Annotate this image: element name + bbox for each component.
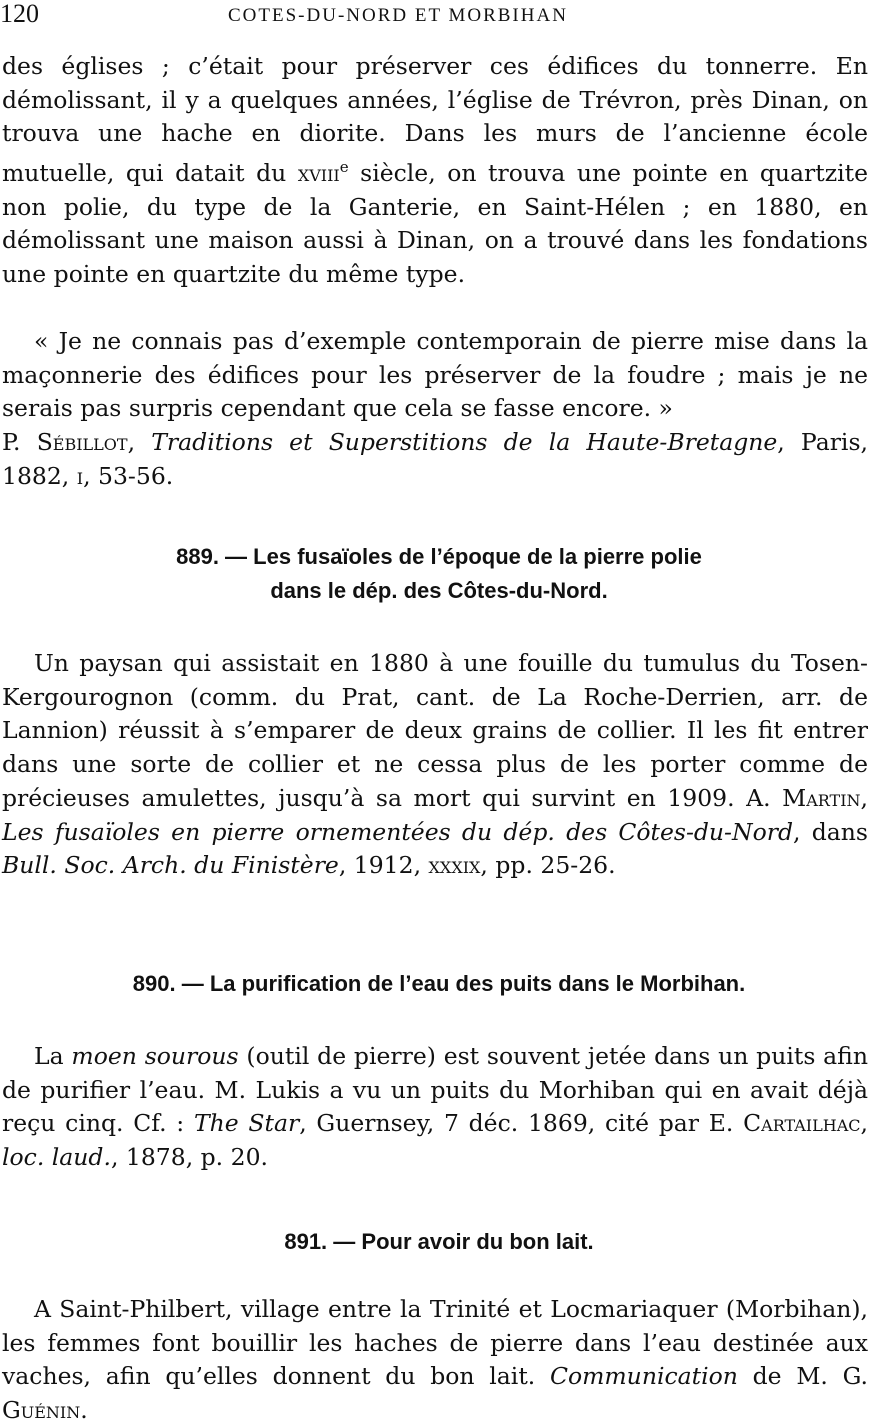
section-heading-890 — [0, 967, 878, 1001]
reference-volume: xxxix — [428, 851, 481, 880]
reference-author: Guénin — [2, 1396, 81, 1425]
reference-author: Martin — [782, 783, 861, 812]
heading-line — [0, 967, 878, 1001]
section-heading-889 — [0, 540, 878, 608]
text-run: , — [860, 783, 868, 812]
section-title: Pour avoir du bon lait. — [361, 1229, 594, 1254]
page-header — [0, 0, 878, 30]
reference-title: Les fusaïoles en pierre ornementées du dép. des Côtes-du-Nord — [2, 817, 793, 846]
reference-volume: i — [76, 461, 84, 490]
section-body-889 — [2, 647, 868, 883]
text-run: (outil de pierre) est souvent jetée dans un puits afin de purifier l’eau. M. Lukis a vu un puits du Morhiban qui en avait déjà reçu cinq. Cf. : — [2, 1042, 868, 1138]
section-title: La purification de l’eau des puits dans le Morbihan. — [209, 971, 746, 996]
text-run: . — [80, 1396, 88, 1425]
text-run: A Saint-Philbert, village entre la Trinité et Locmariaquer (Morbihan), les femmes font bouillir les haches de pierre dans l’eau destinée aux vaches, afin qu’elles donnent du bon lait. — [2, 1295, 868, 1391]
section-title-line2: dans le dép. des Côtes-du-Nord. — [270, 578, 608, 603]
running-head: COTES-DU-NORD ET MORBIHAN — [228, 5, 568, 26]
quote-text: « Je ne connais pas d’exemple contemporain de pierre mise dans la maçonnerie des édifices pour les préserver de la foudre ; mais je ne serais pas surpris cependant que cela se fasse encore. » — [2, 327, 868, 423]
reference-title: Traditions et Superstitions de la Haute-Bretagne — [151, 428, 778, 457]
text-run: La — [34, 1042, 72, 1070]
section-number: 891. — [284, 1229, 328, 1254]
text-run: P. — [2, 428, 37, 457]
continuation-paragraph — [2, 50, 868, 292]
text-run: , dans — [793, 817, 868, 846]
text-run: siècle, on trouva une pointe en quartzite non polie, du type de la Ganterie, en Saint-Hélen ; en 1880, en démolissant une maison aussi à Dinan, on a trouvé dans les fondations une pointe en quartzite du même type. — [2, 158, 868, 289]
dash: — — [175, 971, 210, 996]
reference-author: Cartailhac — [743, 1109, 861, 1138]
text-run: , pp. 25-26. — [480, 851, 616, 880]
communication-label: Communication — [549, 1362, 738, 1391]
section-title: Les fusaïoles de l’époque de la pierre polie — [253, 544, 702, 569]
text-run: , 53-56. — [83, 461, 174, 490]
reference-author: Sébillot — [36, 428, 128, 457]
loc-laud: loc. laud. — [2, 1143, 111, 1172]
text-run: des églises ; c’était pour préserver ces édifices du tonnerre. En démolissant, il y a quelques années, l’église de Trévron, près Dinan, on trouva une hache en diorite. Dans les murs de l’ancienne école mutuelle, qui datait du — [2, 52, 868, 187]
term: moen sourous — [71, 1042, 239, 1070]
quote-paragraph — [2, 325, 868, 494]
heading-line — [0, 1225, 878, 1259]
text-run: , Guernsey, 7 déc. 1869, cité par E. — [299, 1109, 744, 1138]
source-title: The Star — [193, 1109, 300, 1138]
section-number: 890. — [132, 971, 176, 996]
journal-title: Bull. Soc. Arch. du Finistère — [2, 851, 339, 880]
page-number: 120 — [0, 0, 39, 28]
text-run: , Paris, 1882, — [2, 428, 868, 490]
text-run: , 1912, — [338, 851, 429, 880]
section-body-890 — [2, 1040, 868, 1175]
text-run: , 1878, p. 20. — [110, 1143, 268, 1172]
superscript: e — [339, 158, 349, 177]
century-numeral: xviii — [297, 158, 340, 187]
section-number: 889. — [176, 544, 219, 569]
dash: — — [218, 544, 254, 569]
section-body-891 — [2, 1293, 868, 1428]
text-run: de M. G. — [737, 1362, 868, 1391]
text-run: Un paysan qui assistait en 1880 à une fouille du tumulus du Tosen-Kergourognon (comm. du Prat, cant. de La Roche-Derrien, arr. de Lannion) réussit à s’emparer de deux grains de collier. Il les fit entrer dans une sorte de collier et ne cessa plus de les porter comme de précieuses amulettes, jusqu’à sa mort qui survint en 1909. A. — [2, 649, 868, 812]
text-run: , — [860, 1109, 868, 1138]
text-run: , — [127, 428, 152, 457]
section-heading-891 — [0, 1225, 878, 1259]
heading-line — [0, 540, 878, 574]
dash: — — [327, 1229, 362, 1254]
